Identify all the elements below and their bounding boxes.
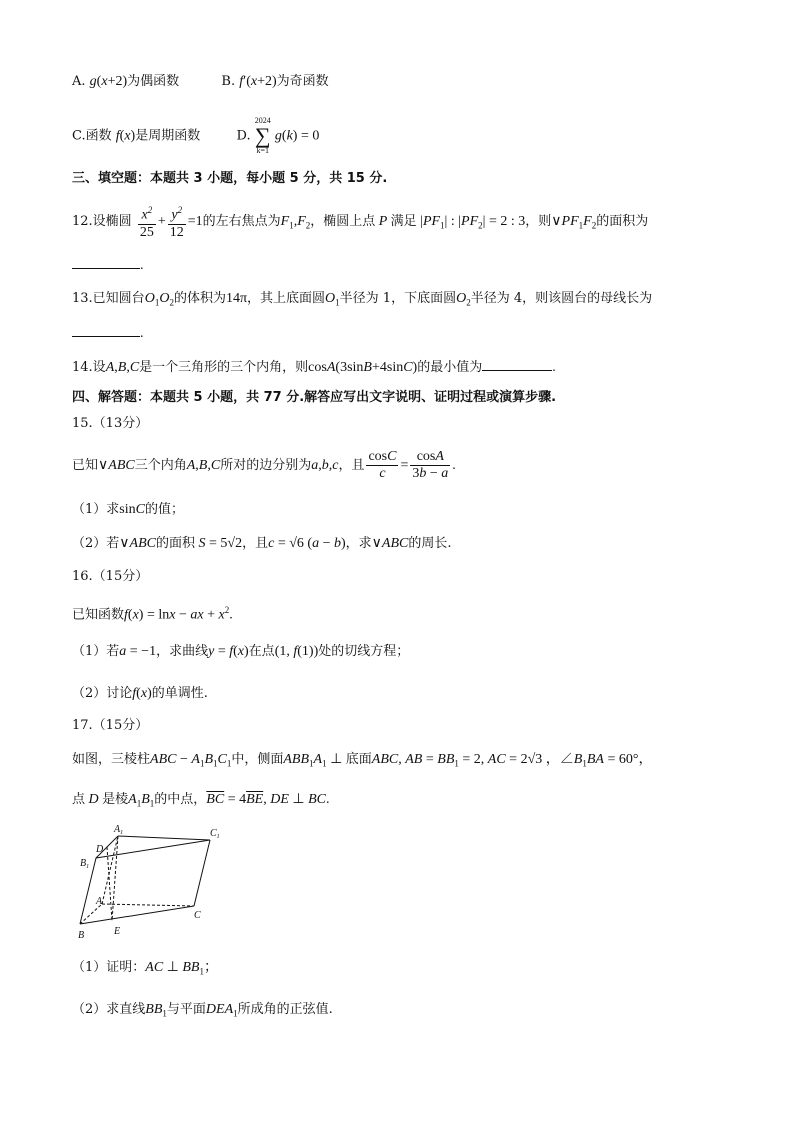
label-d: D (96, 844, 104, 855)
q17-part1: （1）证明：AC ⊥ $BB_1$； (72, 960, 218, 977)
option-b-text: 为奇函数 (276, 74, 329, 89)
ellipse-x-fraction: $\frac{x^2}{25}$ (139, 205, 154, 240)
q17-part2: （2）求直线$BB_1$与平面$DEA_1$所成角的正弦值. (72, 1002, 333, 1019)
q14-answer-blank[interactable] (482, 356, 552, 371)
q15-part1: （1）求sinC的值； (72, 502, 184, 517)
q13-line: 13.已知圆台$O_1O_2$的体积为14π，其上底面圆$O_1$半径为 1，下底面圆$O_2$半径为 4，则该圆台的母线长为 (72, 291, 653, 308)
option-b-expr: f (239, 74, 244, 89)
option-c-label: C.函数 (72, 128, 112, 144)
q17-number: 17.（15分） (72, 718, 149, 733)
label-b1: $B_1$ (80, 858, 90, 870)
q12-prefix: 12.设椭圆 (72, 213, 132, 229)
q12-line: 12.设椭圆 $\frac{x^2}{25}$ + $\frac{y^2}{12}$ =1的左右焦点为$F_1,F_2$，椭圆上点 P 满足 $|PF_1|$ : $|PF_2| = 2$ : 3，则$\vee PF_1F_2$的面积为 (72, 202, 648, 244)
prism-figure (74, 820, 234, 945)
q16-number: 16.（15分） (72, 569, 149, 584)
edge-a1-c1 (118, 836, 210, 840)
q15-fraction-left: $\frac{\cos C}{c}$ (368, 449, 397, 481)
edge-b1-c1 (96, 840, 210, 858)
label-b: B (78, 930, 85, 941)
section-3-heading: 三、填空题：本题共 3 小题，每小题 5 分，共 15 分. (72, 171, 388, 186)
summation-symbol: 2024 ∑ k=1 (254, 116, 271, 155)
q12-answer-blank[interactable] (72, 254, 140, 269)
q13-answer-blank[interactable] (72, 322, 140, 337)
label-c1: $C_1$ (210, 828, 220, 840)
q13-answer-line: . (72, 322, 144, 344)
option-a-text: 为偶函数 (127, 74, 180, 89)
option-d-label: D. (236, 128, 251, 144)
q13-volume: 14π (225, 291, 248, 306)
q16-part2: （2）讨论f(x)的单调性. (72, 686, 208, 701)
q15-stem: 已知∨ABC三个内角A,B,C所对的边分别为a,b,c，且 $\frac{\cos C}{c}$ = $\frac{\cos A}{3b - a}$ . (72, 449, 456, 481)
q14-line: 14.设A,B,C是一个三角形的三个内角，则cosA(3sinB+4sinC)的最小值为 . (72, 356, 556, 378)
q17-stem-2: 点 D 是棱$A_1B_1$的中点，$\overline{BC} = 4\overline{BE}$, DE ⊥ BC. (72, 792, 330, 809)
option-b-label: B. (221, 74, 236, 89)
q11-options-ab: A. g(x+2)为偶函数 B. f′(x+2)为奇函数 (72, 74, 329, 89)
q16-part1: （1）若a = −1，求曲线y = f(x)在点(1, f(1))处的切线方程； (72, 644, 410, 659)
option-c-text: 是周期函数 (135, 128, 201, 144)
label-a: A (96, 896, 103, 907)
label-c: C (194, 910, 201, 921)
option-c-expr: f (115, 128, 120, 144)
q17-stem-1: 如图，三棱柱ABC − $A_1B_1C_1$中，侧面$ABB_1A_1$ ⊥ 底面ABC, AB = $BB_1 = 2$, AC = 2√3 ，$\angle B_1BA = 60^\circ$， (72, 752, 653, 769)
segment-d-e (107, 847, 112, 921)
edge-c-c1 (194, 840, 210, 906)
q15-fraction-right: $\frac{\cos A}{3b - a}$ (412, 449, 449, 481)
option-a-expr: g (89, 74, 97, 89)
q16-stem: 已知函数f(x) = lnx − ax + $x^2$. (72, 605, 233, 623)
option-a-label: A. (72, 74, 86, 89)
ellipse-y-fraction: $\frac{y^2}{12}$ (169, 205, 184, 240)
label-e: E (114, 926, 121, 937)
q11-options-cd: C.函数 f(x)是周期函数 D. 2024 ∑ k=1 g(k) = 0 (72, 116, 320, 155)
q15-part2: （2）若∨ABC的面积 S = 5√2，且c = √6 (a − b)，求∨ABC的周长. (72, 536, 452, 551)
label-a1: $A_1$ (114, 824, 124, 836)
q12-ratio: 2 : 3 (500, 213, 526, 229)
q12-answer-line: . (72, 254, 144, 276)
edge-a-c (102, 904, 194, 906)
section-4-heading: 四、解答题：本题共 5 小题，共 77 分.解答应写出文字说明、证明过程或演算步骤. (72, 390, 557, 405)
q15-number: 15.（13分） (72, 416, 149, 431)
